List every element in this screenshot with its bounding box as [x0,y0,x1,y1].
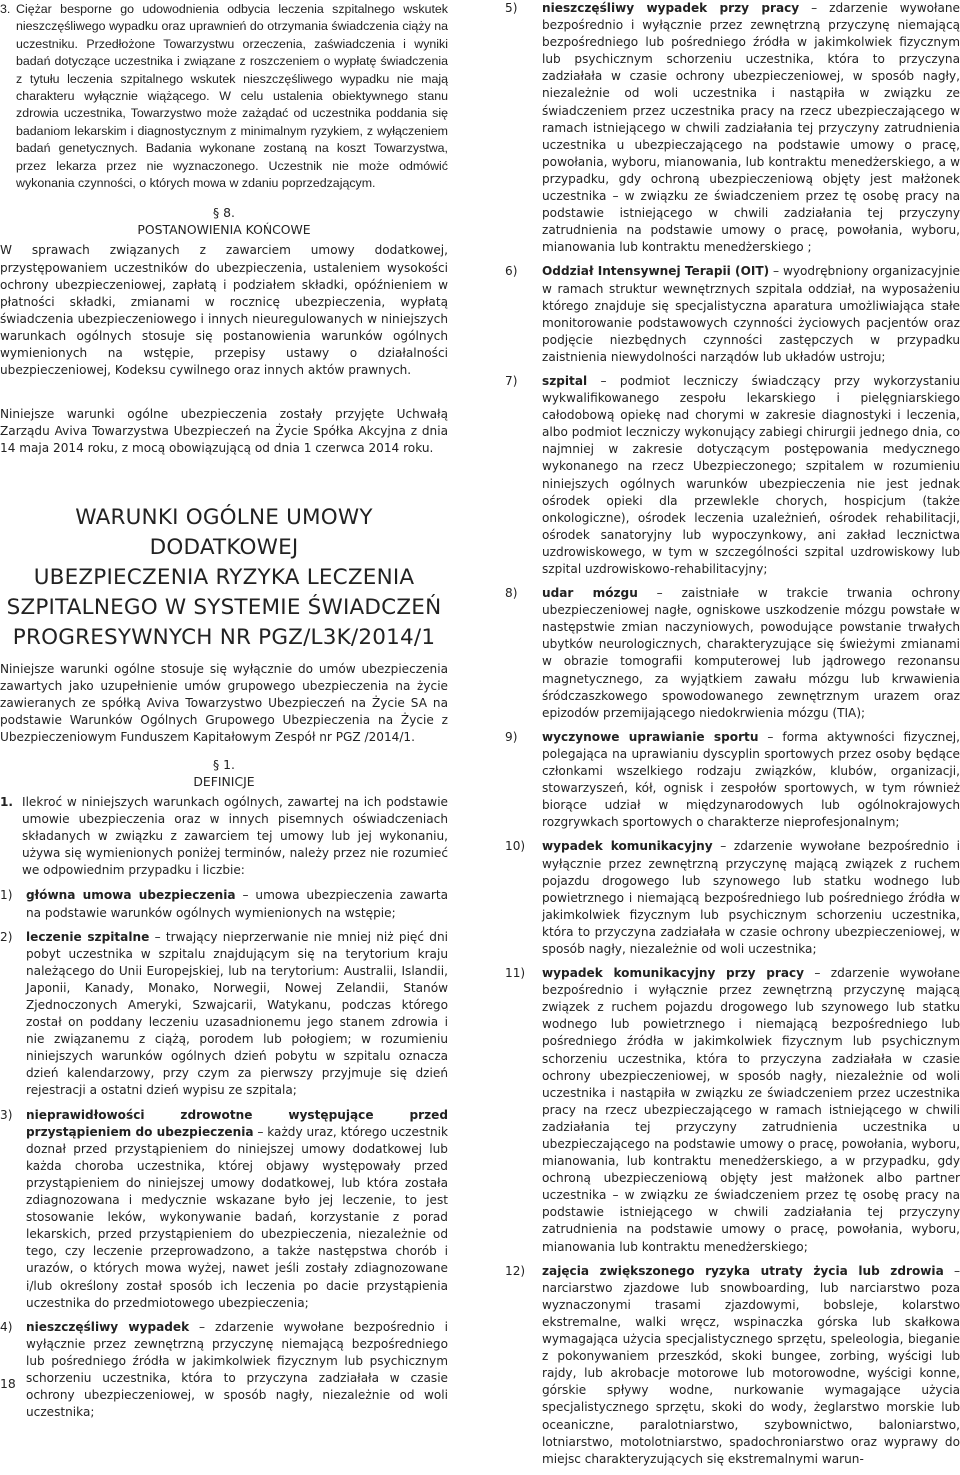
definition-body: – umowa ubezpieczenia zawarta na podstawie warunków ogólnych wymienionych na wstępie; [26,888,448,920]
definition-text [542,729,960,832]
definition-body: – zdarzenie wywołane bezpośrednio i wyłącznie przez zewnętrzną przyczynę niemającą bezpośredniego lub pośredniego źródła w jakimkolwiek fizycznym lub psychicznym schorzeniu uczestnika, która to przyczyna zadziałała w czasie ochrony ubezpieczeniowej, w sposób nagły, niezależnie od woli uczestnika i nastąpiła w związku ze świadczeniem przez uczestnika pracy na rzecz ubezpieczającego w ramach istniejącego w chwili zadziałania tej przyczyny zatrudnienia uczestnika u ubezpieczającego na podstawie umowy o pracę, powołania, wyboru, mianowania, lub kontraktu menedżerskiego, a w przypadku, gdy ochroną ubezpieczeniową objęty jest małżonek uczestnika – w związku ze świadczeniem przez tę osobę pracy na podstawie istniejącego w chwili zadziałania tej przyczyny zatrudnienia na podstawie umowy o pracę, powołania, wyboru, mianowania lub kontraktu menedżerskiego ; [542,1,960,255]
clause-text: Ciężar besporne go udowodnienia odbycia leczenia szpitalnego wskutek nieszczęśliwego wypadku oraz uprawnień do otrzymania świadczenia ciąży na uczestniku. Przedłożone Towarzystwu orzeczenia, zaświadczenia i wyniki badań dotyczące uczestnika i związane z roszczeniem o wypłatę świadczenia z tytułu leczenia szpitalnego wskutek nieszczęśliwego wypadku nie mają charakteru wyłącznie wiążącego. W celu ustalenia obiektywnego stanu zdrowia uczestnika, Towarzystwo może zażądać od uczestnika poddania się badaniom lekarskim i diagnostycznym z minimalnym ryzykiem, z wyłączeniem badań genetycznych. Badania wykonane zostaną na koszt Towarzystwa, przez lekarza przez nie wyznaczonego. Uczestnik nie może odmówić wykonania czynności, o których mowa w zdaniu poprzedzającym. [16,2,448,191]
definition-item [505,838,960,958]
section-8-heading [0,204,448,238]
document-title-line: PROGRESYWNYCH NR PGZ/L3K/2014/1 [12,624,436,650]
definition-item [0,929,448,1100]
definition-text [26,929,448,1100]
definition-term: nieszczęśliwy wypadek [26,1319,190,1334]
definition-body: – trwający nieprzerwanie nie mniej niż pięć dni pobyt uczestnika w szpitalu znajdującym się na terytorium kraju należącego do Unii Europejskiej, lub na terytorium: Australii, Islandii, Japonii, Kanady, Monako, Norwegii, Nowej Zelandii, Stanów Zjednoczonych Ameryki, Szwajcarii, Watykanu, podczas którego został on poddany leczeniu uzasadnionemu jego stanem zdrowia i nie związanemu z ciążą, porodem lub połogiem; w rozumieniu niniejszych warunków ogólnych dzień pobytu w szpitalu oznacza dzień kalendarzowy, przy czym za pierwszy przyjmuje się dzień rejestracji a ostatni dzień wypisu ze szpitala; [26,929,448,1098]
definitions-list [505,0,960,1468]
definition-text [542,0,960,256]
definition-body: – zaistniałe w trakcie trwania ochrony ubezpieczeniowej nagłe, ogniskowe uszkodzenie mózgu powstałe w następstwie zmian naczyniowych, powodujące powstanie trwałych ubytków neurologicznych, charakteryzujące się świeżymi zmianami w obrazie tomografii komputerowej lub jądrowego rezonansu magnetycznego, za wyjątkiem zawału mózgu lub krwawienia śródczaszkowego spowodowanego zewnętrznym urazem oraz epizodów przemijającego niedokrwienia mózgu (TIA); [542,586,960,720]
definition-item [505,1263,960,1468]
definition-body: – zdarzenie wywołane bezpośrednio i wyłącznie przez zewnętrzną przyczynę mającą związek z ruchem pojazdu drogowego lub szynowego lub statku wodnego lub powietrznego i niemającą bezpośredniego lub pośredniego źródła w jakimkolwiek fizycznym lub psychicznym schorzeniu uczestnika, która to przyczyna zadziałała w czasie ochrony ubezpieczeniowej, w sposób nagły, niezależnie od woli uczestnika i nastąpiła w związku ze świadczeniem przez uczestnika pracy na rzecz ubezpieczającego w ramach istniejącego w chwili zadziałania tej przyczyny zatrudnienia uczestnika u ubezpieczającego na podstawie umowy o pracę, powołania, wyboru, mianowania, lub kontraktu menedżerskiego, a w przypadku, gdy ochroną ubezpieczeniową objęty jest małżonek albo partner uczestnika – w związku ze świadczeniem przez tę osobę pracy na podstawie istniejącego w chwili zadziałania tej przyczyny zatrudnienia na podstawie umowy o pracę, powołania, wyboru, mianowania lub kontraktu menedżerskiego; [542,966,960,1254]
definition-text [542,373,960,578]
definition-number: 1) [0,888,13,903]
definitions-intro [0,794,448,879]
left-column [0,0,448,1428]
section-8-text: W sprawach związanych z zawarciem umowy dodatkowej, przystępowaniem uczestników do ubezpieczenia, ustaleniem wysokości ochrony ubezpieczeniowej, zapłatą i podziałem składki, opóźnieniem w płatności składki, zmianami w rocznicę ubezpieczenia, wypłatą świadczenia ubezpieczeniowego i innych nieuregulowanych w niniejszych warunkach ogólnych stosuje się postanowienia warunków ogólnych wymienionych na wstępie, przepisy ustawy o działalności ubezpieczeniowej, Kodeksu cywilnego oraz innych aktów prawnych. [0,243,448,378]
definition-text [26,1107,448,1312]
document-title-line: UBEZPIECZENIA RYZYKA LECZENIA [33,564,415,590]
definition-number: 9) [505,729,518,744]
definition-body: – wyodrębniony organizacyjnie w ramach struktur wewnętrznych szpitala oddział, na wyposażeniu którego znajduje się specjalistyczna aparatura umożliwiająca stałe monitorowanie podstawowych czynności życiowych pacjentów oraz podjęcie niezbędnych czynności zastępczych w przypadku zaistnienia niewydolności narządów lub układów ustroju; [542,264,960,364]
definition-number: 2) [0,929,13,944]
paragraph-number: 1. [0,794,14,809]
definition-item [0,887,448,921]
definition-number: 8) [505,586,518,601]
definition-term: leczenie szpitalne [26,929,150,944]
definition-term: Oddział Intensywnej Terapii (OIT) [542,264,770,279]
definition-text [542,838,960,958]
definition-number: 11) [505,966,526,981]
section-1-heading [0,756,448,790]
adoption-note: Niniejsze warunki ogólne ubezpieczenia zostały przyjęte Uchwałą Zarządu Aviva Towarzystwa Ubezpieczeń na Życie Spółka Akcyjna z dnia 14 maja 2014 roku, z mocą obowiązującą od dnia 1 czerwca 2014 roku. [0,407,448,456]
definition-term: zajęcia zwiększonego ryzyka utraty życia lub zdrowia [542,1263,944,1278]
definition-item [505,729,960,832]
definition-body: – zdarzenie wywołane bezpośrednio i wyłącznie przez zewnętrzną przyczynę niemającą bezpośredniego lub pośredniego źródła w jakimkolwiek fizycznym lub psychicznym schorzeniu uczestnika, która to przyczyna zadziałała w czasie ochrony ubezpieczeniowej, w sposób nagły, niezależnie od woli uczestnika; [26,1319,448,1420]
definition-text [542,965,960,1256]
definition-text [542,263,960,366]
section-number: § 8. [213,205,235,221]
definitions-list [0,887,448,1421]
document-title-line: WARUNKI OGÓLNE UMOWY DODATKOWEJ [75,504,373,560]
definition-body: – każdy uraz, którego uczestnik doznał przed przystąpieniem do niniejszej umowy dodatkowej lub każda choroba uczestnika, której objawy występowały przed przystąpieniem do niniejszej umowy dodatkowej, lub która została zdiagnozowana i medycznie wskazane było jej leczenie, to jest stosowanie leków, wykonywanie badań, korzystanie z porad lekarskich, przed przystąpieniem do ubezpieczenia, niezależnie od tego, czy leczenie przeprowadzono, a także następstwa chorób i urazów, o których mowa wyżej, nawet jeśli zostały zdiagnozowane i/lub określony został sposób ich leczenia po dacie przystąpienia uczestnika do przedmiotowego ubezpieczenia; [26,1124,448,1310]
definition-body: – zdarzenie wywołane bezpośrednio i wyłącznie przez zewnętrzną przyczynę mającą związek z ruchem pojazdu drogowego lub szynowego lub statku wodnego lub powietrznego i niemającą bezpośredniego lub pośredniego źródła w jakimkolwiek fizycznym lub psychicznym schorzeniu uczestnika, która to przyczyna zadziałała w czasie ochrony ubezpieczeniowej, w sposób nagły, niezależnie od woli uczestnika; [542,839,960,956]
page-number: 18 [0,1376,16,1391]
definition-term: wyczynowe uprawianie sportu [542,729,759,744]
definition-term: wypadek komunikacyjny przy pracy [542,966,805,981]
definition-text [542,1263,960,1468]
definition-text [26,887,448,921]
definition-item [0,1107,448,1312]
definition-number: 5) [505,1,518,15]
clause-number: 3. [0,2,11,16]
definition-text [542,585,960,722]
section-title: DEFINICJE [193,773,255,789]
paragraph-text: Ilekroć w niniejszych warunkach ogólnych, zawartej na ich podstawie umowie ubezpieczenia oraz w innych pisemnych oświadczeniach składanych w związku z zawarciem tej umowy lub jej wykonaniu, używa się wymienionych poniżej terminów, należy przez nie rozumieć we odpowiednim przypadku i liczbie: [22,794,448,878]
document-title [0,503,448,653]
document-title-line: SZPITALNEGO W SYSTEMIE ŚWIADCZEŃ [6,594,442,620]
definition-item [505,373,960,578]
definition-term: udar mózgu [542,586,638,601]
section-number: § 1. [213,756,235,772]
definition-body: – narciarstwo zjazdowe lub snowboarding, lub narciarstwo poza wyznaczonymi trasami zjazdowymi, bobsleje, kolarstwo ekstremalne, walki wręcz, wspinaczka górska lub skałkowa wymagająca użycia specjalistycznego sprzętu, speleologia, bieganie z pokonywaniem przeszkód, skoki bungee, zorbing, wyścigi lub rajdy, lub akrobacje motorowe lub motorowodne, wyścigi konne, górskie spływy wodne, nurkowanie wymagające użycia specjalistycznego sprzętu, skoki do wody, żeglarstwo morskie lub oceaniczne, paralotniarstwo, szybownictwo, baloniarstwo, lotniarstwo, motolotniarstwo, spadochroniarstwo oraz wyprawy do miejsc charakteryzujących się ekstremalnymi warun- [542,1263,960,1466]
definition-item [505,263,960,366]
definition-body: – forma aktywności fizycznej, polegająca na uprawianiu dyscyplin sportowych przez osoby będące członkami wszelkiego rodzaju związków, klubów, organizacji, stowarzyszeń, kół, ognisk i zespołów sportowych, w tym również biorące udział w międzynarodowych lub ogólnokrajowych rozgrywkach sportowych o charakterze nieprofesjonalnym; [542,729,960,830]
clause-3 [0,1,448,192]
definition-term: wypadek komunikacyjny [542,839,713,854]
section-title: POSTANOWIENIA KOŃCOWE [137,222,311,238]
definition-term: nieszczęśliwy wypadek przy pracy [542,1,800,15]
definition-text [26,1319,448,1422]
definition-number: 3) [0,1107,13,1122]
definition-item [505,585,960,722]
definition-number: 12) [505,1263,526,1278]
definition-body: – podmiot leczniczy świadczący przy wykorzystaniu wykwalifikowanego zespołu lekarskiego i pielęgniarskiego całodobową opiekę nad chorymi w zakresie diagnostyki i leczenia, albo podmiot leczniczy wykonujący zabiegi chirurgii jednego dnia, co najmniej w zakresie dotyczącym postępowania medycznego wykonanego na rzecz Ubezpieczonego; szpitalem w rozumieniu niniejszych ogólnych warunków ubezpieczenia nie jest jednak ośrodek opieki dla przewlekle chorych, hospicjum (także onkologiczne), ośrodek leczenia uzależnień, ośrodek rehabilitacji, ośrodek sanatoryjny lub wypoczynkowy, ani zakład lecznictwa uzdrowiskowego, w tym w szczególności szpital uzdrowiskowy lub szpital uzdrowiskowo-rehabilitacyjny; [542,373,960,576]
definition-item [505,0,960,256]
definition-number: 7) [505,373,518,388]
right-column [505,0,960,1475]
definition-term: szpital [542,373,588,388]
definition-term: nieprawidłowości zdrowotne występujące przed przystąpieniem do ubezpieczenia [26,1107,448,1139]
definition-number: 4) [0,1319,13,1334]
definition-item [505,965,960,1256]
definition-term: główna umowa ubezpieczenia [26,888,236,903]
definition-number: 6) [505,264,518,279]
intro-text: Niniejsze warunki ogólne stosuje się wyłącznie do umów ubezpieczenia zawartych jako uzupełnienie umów grupowego ubezpieczenia na życie zawieranych ze spółką Aviva Towarzystwo Ubezpieczeń na Życie SA na podstawie Warunków Ogólnych Grupowego Ubezpieczenia na Życie z Ubezpieczeniowym Funduszem Kapitałowym Zespół nr PGZ /2014/1. [0,661,448,744]
definition-number: 10) [505,839,526,854]
definition-item [0,1319,448,1422]
